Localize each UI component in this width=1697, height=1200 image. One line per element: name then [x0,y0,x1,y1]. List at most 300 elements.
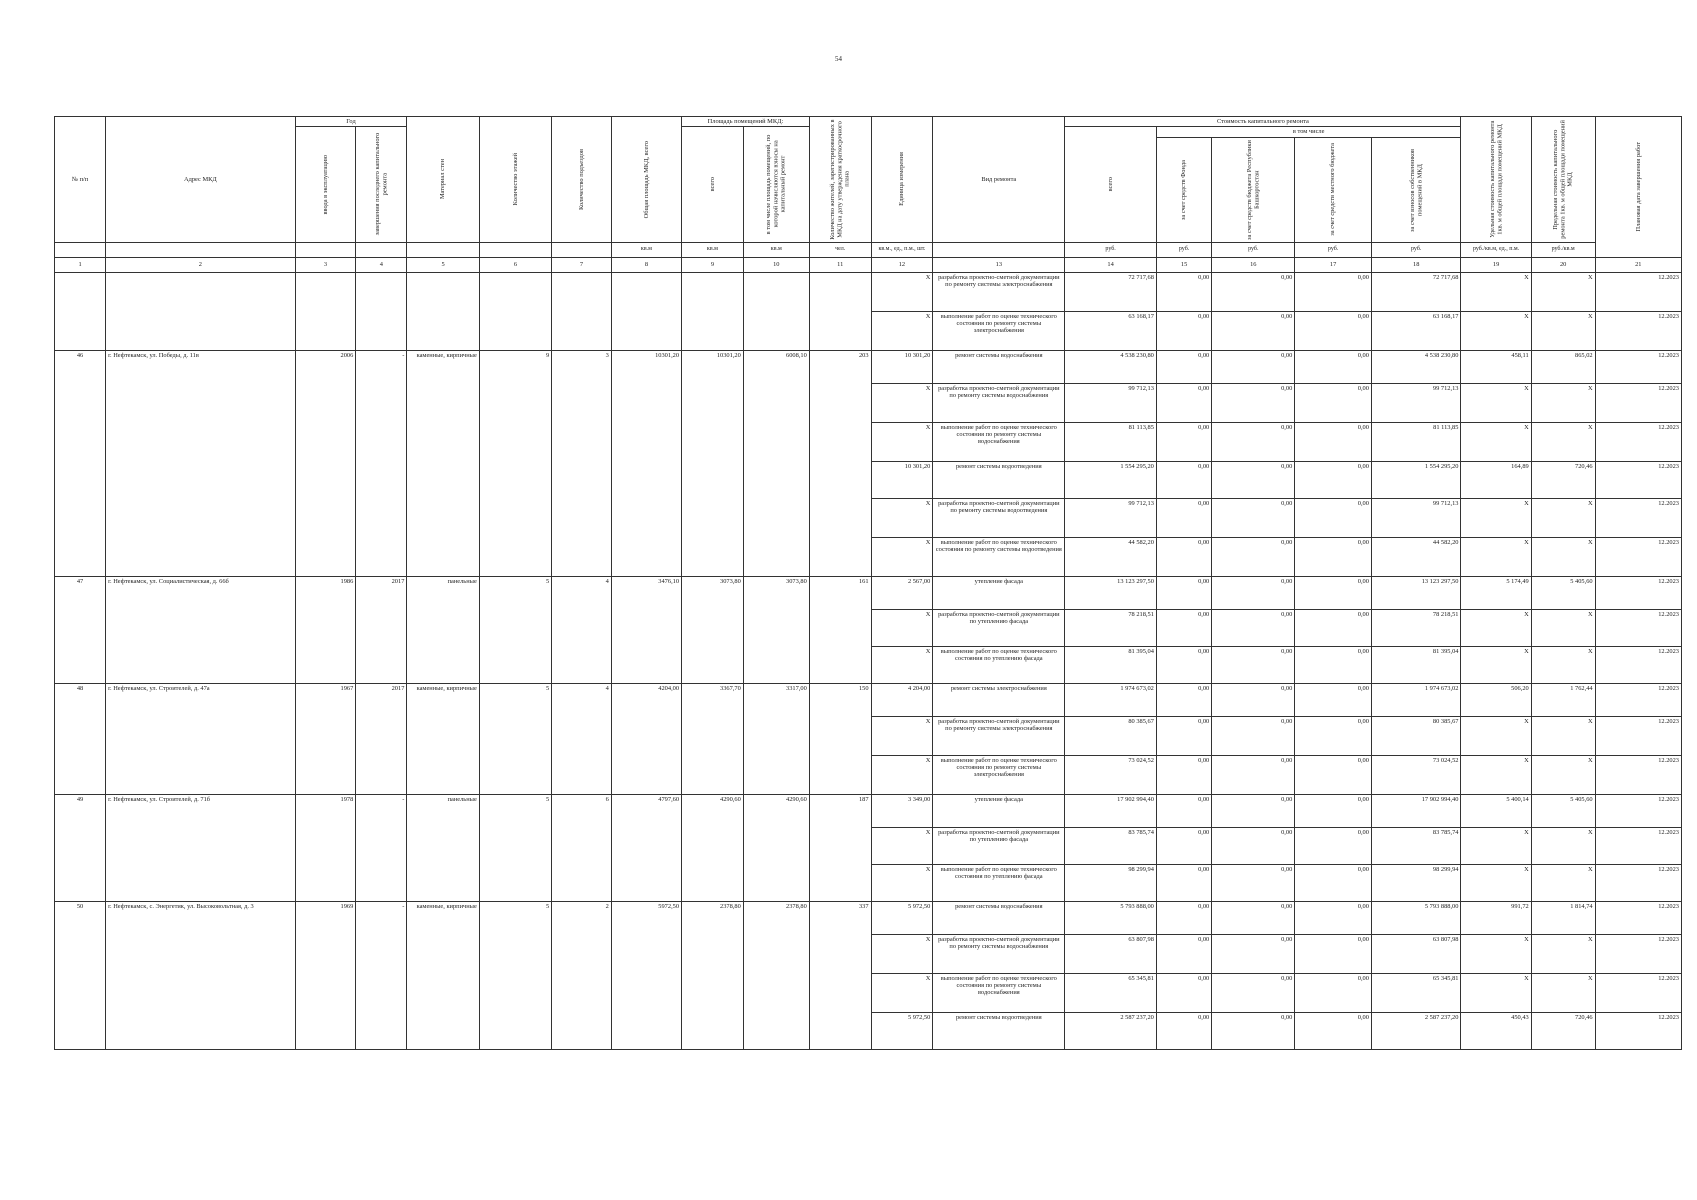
unit-cost: X [1461,864,1531,901]
cost-republic: 0,00 [1212,864,1295,901]
deadline: 12.2023 [1595,716,1681,755]
wall-material: панельные [407,576,479,683]
cost-republic: 0,00 [1212,973,1295,1012]
year-commissioning: 1967 [295,683,356,794]
table-row [55,350,1682,383]
deadline: 12.2023 [1595,864,1681,901]
header-residents: Количество жителей, зарегистрированных в МКД на дату утверждения краткосрочного плана [829,119,851,240]
max-cost: X [1531,383,1595,422]
entrances: 3 [552,350,612,576]
address [106,272,296,350]
row-num: 46 [55,350,106,576]
unit-value: 10 301,20 [871,350,933,383]
cost-republic: 0,00 [1212,794,1295,827]
header-num: № п/п [55,117,106,243]
max-cost: 720,46 [1531,1012,1595,1049]
cost-owners: 81 395,04 [1371,646,1461,683]
cost-local: 0,00 [1295,1012,1372,1049]
cost-total: 4 538 230,80 [1065,350,1157,383]
cost-total: 99 712,13 [1065,383,1157,422]
cost-total: 78 218,51 [1065,609,1157,646]
deadline: 12.2023 [1595,1012,1681,1049]
row-num: 50 [55,901,106,1049]
cost-owners: 98 299,94 [1371,864,1461,901]
unit-cost: X [1461,973,1531,1012]
column-number: 15 [1156,257,1211,272]
capital-repair-table [54,116,1682,1050]
column-number: 8 [611,257,681,272]
cost-total: 99 712,13 [1065,498,1157,537]
max-cost: X [1531,498,1595,537]
max-cost: 1 814,74 [1531,901,1595,934]
wall-material [407,272,479,350]
address: г. Нефтекамск, ул. Социалистическая, д. 66б [106,576,296,683]
cost-owners: 99 712,13 [1371,383,1461,422]
work-type: выполнение работ по оценке технического состояния по утеплению фасада [933,864,1065,901]
unit-cell: руб. [1212,242,1295,257]
column-number: 16 [1212,257,1295,272]
table-row [55,272,1682,311]
column-number: 13 [933,257,1065,272]
unit-cell [933,242,1065,257]
unit-value: 10 301,20 [871,461,933,498]
max-cost: X [1531,973,1595,1012]
cost-republic: 0,00 [1212,609,1295,646]
column-number: 17 [1295,257,1372,272]
cost-republic: 0,00 [1212,683,1295,716]
unit-value: X [871,272,933,311]
floors: 9 [479,350,551,576]
column-number: 10 [743,257,809,272]
row-num: 49 [55,794,106,901]
unit-cell [356,242,407,257]
cost-fund: 0,00 [1156,794,1211,827]
unit-cost: X [1461,272,1531,311]
cost-owners: 81 113,85 [1371,422,1461,461]
address: г. Нефтекамск, ул. Строителей, д. 71б [106,794,296,901]
unit-value: 5 972,50 [871,901,933,934]
cost-republic: 0,00 [1212,1012,1295,1049]
entrances [552,272,612,350]
column-number: 12 [871,257,933,272]
header-republic: за счет средств бюджета Республики Башкортостан [1245,139,1261,240]
cost-republic: 0,00 [1212,716,1295,755]
floors: 5 [479,683,551,794]
cost-local: 0,00 [1295,827,1372,864]
total-area: 4797,60 [611,794,681,901]
premises-area-owners: 3317,00 [743,683,809,794]
cost-fund: 0,00 [1156,716,1211,755]
unit-cell [106,242,296,257]
unit-value: X [871,609,933,646]
premises-area: 3367,70 [682,683,744,794]
deadline: 12.2023 [1595,422,1681,461]
cost-total: 1 554 295,20 [1065,461,1157,498]
unit-cell: руб. [1371,242,1461,257]
max-cost: X [1531,864,1595,901]
floors: 5 [479,576,551,683]
header-entrances: Количество подъездов [577,148,585,210]
deadline: 12.2023 [1595,609,1681,646]
unit-value: X [871,498,933,537]
cost-owners: 63 168,17 [1371,311,1461,350]
unit-value: X [871,646,933,683]
cost-owners: 65 345,81 [1371,973,1461,1012]
header-row-1 [55,117,1682,127]
cost-owners: 4 538 230,80 [1371,350,1461,383]
cost-total: 1 974 673,02 [1065,683,1157,716]
premises-area: 4290,60 [682,794,744,901]
deadline: 12.2023 [1595,461,1681,498]
wall-material: панельные [407,794,479,901]
header-local: за счет средств местного бюджета [1329,143,1337,237]
work-type: разработка проектно-сметной документации по утеплению фасада [933,609,1065,646]
cost-local: 0,00 [1295,934,1372,973]
column-number: 2 [106,257,296,272]
cost-total: 17 902 994,40 [1065,794,1157,827]
unit-cell [295,242,356,257]
deadline: 12.2023 [1595,794,1681,827]
cost-owners: 13 123 297,50 [1371,576,1461,609]
cost-owners: 99 712,13 [1371,498,1461,537]
cost-owners: 78 218,51 [1371,609,1461,646]
cost-fund: 0,00 [1156,537,1211,576]
cost-owners: 44 582,20 [1371,537,1461,576]
work-type: разработка проектно-сметной документации по ремонту системы электроснабжения [933,716,1065,755]
entrances: 4 [552,683,612,794]
row-num [55,272,106,350]
year-commissioning: 2006 [295,350,356,576]
unit-cell: кв.м [743,242,809,257]
cost-total: 65 345,81 [1065,973,1157,1012]
unit-cost: X [1461,827,1531,864]
cost-local: 0,00 [1295,498,1372,537]
residents [809,272,871,350]
max-cost: X [1531,755,1595,794]
max-cost: X [1531,716,1595,755]
unit-cost: X [1461,755,1531,794]
max-cost: 865,02 [1531,350,1595,383]
cost-republic: 0,00 [1212,272,1295,311]
cost-local: 0,00 [1295,794,1372,827]
year-last-repair: - [356,350,407,576]
cost-total: 63 807,98 [1065,934,1157,973]
premises-area: 2378,80 [682,901,744,1049]
cost-local: 0,00 [1295,461,1372,498]
year-last-repair: 2017 [356,576,407,683]
work-type: ремонт системы водоснабжения [933,350,1065,383]
cost-total: 63 168,17 [1065,311,1157,350]
cost-fund: 0,00 [1156,498,1211,537]
header-premises: Площадь помещений МКД: [682,117,810,127]
work-type: выполнение работ по оценке технического состояния по ремонту системы водоснабжения [933,422,1065,461]
cost-republic: 0,00 [1212,934,1295,973]
cost-local: 0,00 [1295,901,1372,934]
max-cost: X [1531,272,1595,311]
work-type: утепление фасада [933,576,1065,609]
deadline: 12.2023 [1595,498,1681,537]
year-last-repair: - [356,794,407,901]
max-cost: X [1531,646,1595,683]
header-incl: в том числе [1156,127,1461,137]
cost-fund: 0,00 [1156,272,1211,311]
total-area: 5972,50 [611,901,681,1049]
cost-fund: 0,00 [1156,934,1211,973]
cost-local: 0,00 [1295,646,1372,683]
cost-fund: 0,00 [1156,683,1211,716]
unit-cost: X [1461,311,1531,350]
cost-total: 81 113,85 [1065,422,1157,461]
cost-owners: 1 554 295,20 [1371,461,1461,498]
unit-cost: X [1461,609,1531,646]
cost-fund: 0,00 [1156,576,1211,609]
unit-cell [479,242,551,257]
unit-cost: X [1461,537,1531,576]
cost-total: 81 395,04 [1065,646,1157,683]
header-year: Год [295,117,407,127]
unit-value: X [871,973,933,1012]
header-premises-owners: в том числе площадь помещений, по которой начисляются взносы на капитальный ремонт [765,134,787,235]
table-row [55,683,1682,716]
address: г. Нефтекамск, ул. Строителей, д. 47а [106,683,296,794]
total-area: 4204,00 [611,683,681,794]
unit-value: 3 349,00 [871,794,933,827]
work-type: выполнение работ по оценке технического состояния по ремонту системы электроснабжения [933,755,1065,794]
page-number: 54 [835,55,842,63]
deadline: 12.2023 [1595,576,1681,609]
column-number: 5 [407,257,479,272]
unit-cell: руб. [1295,242,1372,257]
cost-local: 0,00 [1295,609,1372,646]
floors: 5 [479,794,551,901]
unit-cost: X [1461,422,1531,461]
cost-fund: 0,00 [1156,609,1211,646]
unit-cell [552,242,612,257]
cost-fund: 0,00 [1156,350,1211,383]
cost-fund: 0,00 [1156,755,1211,794]
cost-total: 5 793 888,00 [1065,901,1157,934]
entrances: 2 [552,901,612,1049]
cost-total: 98 299,94 [1065,864,1157,901]
cost-total: 13 123 297,50 [1065,576,1157,609]
cost-local: 0,00 [1295,537,1372,576]
cost-local: 0,00 [1295,383,1372,422]
work-type: ремонт системы водоотведения [933,1012,1065,1049]
unit-value: X [871,383,933,422]
cost-local: 0,00 [1295,716,1372,755]
year-commissioning: 1986 [295,576,356,683]
max-cost: X [1531,422,1595,461]
work-type: разработка проектно-сметной документации по утеплению фасада [933,827,1065,864]
cost-owners: 5 793 888,00 [1371,901,1461,934]
cost-republic: 0,00 [1212,422,1295,461]
unit-cost: X [1461,383,1531,422]
deadline: 12.2023 [1595,272,1681,311]
entrances: 4 [552,576,612,683]
year-last-repair: 2017 [356,683,407,794]
cost-owners: 72 717,68 [1371,272,1461,311]
work-type: выполнение работ по оценке технического состояния по ремонту системы водоснабжения [933,973,1065,1012]
unit-cell: кв.м., ед., п.м., шт. [871,242,933,257]
column-number: 3 [295,257,356,272]
unit-value: 2 567,00 [871,576,933,609]
cost-local: 0,00 [1295,311,1372,350]
cost-total: 72 717,68 [1065,272,1157,311]
unit-value: X [871,537,933,576]
unit-value: 4 204,00 [871,683,933,716]
residents: 187 [809,794,871,901]
max-cost: 1 762,44 [1531,683,1595,716]
cost-local: 0,00 [1295,973,1372,1012]
cost-local: 0,00 [1295,272,1372,311]
max-cost: X [1531,537,1595,576]
premises-area-owners: 4290,60 [743,794,809,901]
cost-republic: 0,00 [1212,383,1295,422]
premises-area-owners [743,272,809,350]
wall-material: каменные, кирпичные [407,350,479,576]
cost-total: 44 582,20 [1065,537,1157,576]
deadline: 12.2023 [1595,934,1681,973]
unit-cell: руб./кв.м [1531,242,1595,257]
header-wall-material: Материал стен [439,159,447,200]
wall-material: каменные, кирпичные [407,683,479,794]
cost-local: 0,00 [1295,755,1372,794]
year-last-repair [356,272,407,350]
unit-cell: руб. [1065,242,1157,257]
row-num: 47 [55,576,106,683]
cost-total: 2 587 237,20 [1065,1012,1157,1049]
deadline: 12.2023 [1595,350,1681,383]
header-unit: Единица измерения [898,152,906,207]
work-type: выполнение работ по оценке технического состояния по ремонту системы водоотведения [933,537,1065,576]
cost-local: 0,00 [1295,576,1372,609]
work-type: разработка проектно-сметной документации по ремонту системы водоснабжения [933,383,1065,422]
unit-cost: 458,11 [1461,350,1531,383]
address: г. Нефтекамск, ул. Победы, д. 11в [106,350,296,576]
unit-cost: 991,72 [1461,901,1531,934]
cost-republic: 0,00 [1212,350,1295,383]
column-number: 18 [1371,257,1461,272]
unit-value: X [871,827,933,864]
unit-cell: руб./кв.м, ед., п.м. [1461,242,1531,257]
header-cost-total: всего [1106,177,1114,192]
cost-republic: 0,00 [1212,537,1295,576]
work-type: утепление фасада [933,794,1065,827]
cost-owners: 83 785,74 [1371,827,1461,864]
cost-fund: 0,00 [1156,422,1211,461]
header-premises-total: всего [708,177,716,192]
premises-area-owners: 3073,80 [743,576,809,683]
column-number: 19 [1461,257,1531,272]
max-cost: 720,46 [1531,461,1595,498]
cost-local: 0,00 [1295,422,1372,461]
residents: 150 [809,683,871,794]
cost-fund: 0,00 [1156,864,1211,901]
work-type: разработка проектно-сметной документации по ремонту системы электроснабжения [933,272,1065,311]
cost-owners: 2 587 237,20 [1371,1012,1461,1049]
max-cost: 5 405,60 [1531,576,1595,609]
unit-cost: X [1461,498,1531,537]
residents: 161 [809,576,871,683]
work-type: выполнение работ по оценке технического состояния по утеплению фасада [933,646,1065,683]
deadline: 12.2023 [1595,683,1681,716]
premises-area: 10301,20 [682,350,744,576]
cost-republic: 0,00 [1212,311,1295,350]
year-commissioning [295,272,356,350]
column-number: 9 [682,257,744,272]
total-area [611,272,681,350]
unit-cost: 450,43 [1461,1012,1531,1049]
cost-owners: 1 974 673,02 [1371,683,1461,716]
cost-owners: 63 807,98 [1371,934,1461,973]
deadline: 12.2023 [1595,646,1681,683]
max-cost: X [1531,311,1595,350]
cost-republic: 0,00 [1212,461,1295,498]
cost-fund: 0,00 [1156,461,1211,498]
column-number: 21 [1595,257,1681,272]
residents: 203 [809,350,871,576]
table-row [55,794,1682,827]
column-number: 7 [552,257,612,272]
header-deadline: Плановая дата завершения работ [1634,142,1642,232]
deadline: 12.2023 [1595,827,1681,864]
unit-cell: чел. [809,242,871,257]
cost-fund: 0,00 [1156,901,1211,934]
deadline: 12.2023 [1595,537,1681,576]
premises-area: 3073,80 [682,576,744,683]
cost-owners: 73 024,52 [1371,755,1461,794]
unit-value: 5 972,50 [871,1012,933,1049]
address: г. Нефтекамск, с. Энергетик, ул. Высоковольтная, д. 3 [106,901,296,1049]
cost-republic: 0,00 [1212,827,1295,864]
cost-fund: 0,00 [1156,646,1211,683]
cost-fund: 0,00 [1156,1012,1211,1049]
column-numbers-row [55,257,1682,272]
floors [479,272,551,350]
table-row [55,901,1682,934]
year-last-repair: - [356,901,407,1049]
unit-value: X [871,422,933,461]
premises-area-owners: 2378,80 [743,901,809,1049]
unit-cost: X [1461,716,1531,755]
row-num: 48 [55,683,106,794]
table-row [55,576,1682,609]
wall-material: каменные, кирпичные [407,901,479,1049]
unit-cell [55,242,106,257]
cost-owners: 80 385,67 [1371,716,1461,755]
cost-fund: 0,00 [1156,973,1211,1012]
unit-cost: X [1461,934,1531,973]
unit-value: X [871,864,933,901]
deadline: 12.2023 [1595,973,1681,1012]
cost-fund: 0,00 [1156,383,1211,422]
cost-republic: 0,00 [1212,576,1295,609]
units-row [55,242,1682,257]
header-fund: за счет средств Фонда [1180,159,1188,220]
header-cost: Стоимость капитального ремонта [1065,117,1461,127]
column-number: 4 [356,257,407,272]
unit-value: X [871,934,933,973]
cost-republic: 0,00 [1212,901,1295,934]
unit-value: X [871,755,933,794]
max-cost: 5 405,60 [1531,794,1595,827]
cost-local: 0,00 [1295,864,1372,901]
unit-value: X [871,311,933,350]
header-year-last-repair: завершения последнего капитального ремонта [373,133,389,236]
cost-total: 73 024,52 [1065,755,1157,794]
cost-republic: 0,00 [1212,646,1295,683]
header-total-area: Общая площадь МКД, всего [642,140,650,219]
